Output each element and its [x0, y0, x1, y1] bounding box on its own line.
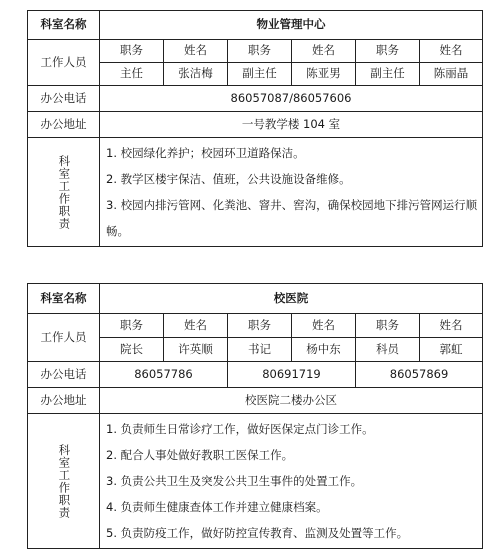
staff-name: 许英顺: [164, 338, 228, 362]
duty-item: 3. 负责公共卫生及突发公共卫生事件的处置工作。: [106, 474, 363, 488]
phone-value: 86057087/86057606: [100, 86, 483, 112]
staff-header-row: [28, 314, 483, 338]
phone-label: 办公电话: [28, 86, 100, 112]
staff-name: 杨中东: [292, 338, 356, 362]
staff-name: 郭虹: [420, 338, 483, 362]
staff-title: 主任: [100, 63, 164, 86]
dept-name-label: 科室名称: [28, 11, 100, 40]
phone-value: 86057869: [356, 362, 483, 388]
duty-item: 5. 负责防疫工作，做好防控宣传教育、监测及处置等工作。: [106, 526, 409, 540]
header-row: [28, 11, 483, 40]
duties-label: 科室工作职责: [57, 443, 72, 519]
address-row: [28, 388, 483, 414]
address-label: 办公地址: [28, 112, 100, 138]
col-header-title: 职务: [356, 40, 420, 63]
phone-row: [28, 362, 483, 388]
dept-name-label: 科室名称: [28, 284, 100, 314]
department-table-clinic: [27, 283, 483, 549]
col-header-name: 姓名: [164, 40, 228, 63]
duties-row: [28, 138, 483, 247]
staff-name: 张洁梅: [164, 63, 228, 86]
header-row: [28, 284, 483, 314]
staff-name: 陈亚男: [292, 63, 356, 86]
phone-value: 86057786: [100, 362, 228, 388]
col-header-title: 职务: [228, 40, 292, 63]
phone-value: 80691719: [228, 362, 356, 388]
phone-label: 办公电话: [28, 362, 100, 388]
address-row: [28, 112, 483, 138]
duties-row: [28, 414, 483, 549]
address-value: 校医院二楼办公区: [100, 388, 483, 414]
staff-label: 工作人员: [28, 40, 100, 86]
dept-name: 物业管理中心: [100, 11, 483, 40]
duty-item: 3. 校园内排污管网、化粪池、窨井、窖沟，确保校园地下排污管网运行顺畅。: [106, 198, 478, 238]
staff-title: 副主任: [356, 63, 420, 86]
col-header-title: 职务: [100, 40, 164, 63]
col-header-name: 姓名: [292, 40, 356, 63]
duty-item: 2. 教学区楼宇保洁、值班，公共设施设备维修。: [106, 172, 351, 186]
duties-list: [100, 138, 483, 247]
col-header-name: 姓名: [292, 314, 356, 338]
col-header-name: 姓名: [420, 40, 483, 63]
staff-title: 院长: [100, 338, 164, 362]
duty-item: 1. 校园绿化养护；校园环卫道路保洁。: [106, 146, 305, 160]
dept-name: 校医院: [100, 284, 483, 314]
duties-label-cell: [28, 138, 100, 247]
col-header-title: 职务: [100, 314, 164, 338]
address-value: 一号教学楼 104 室: [100, 112, 483, 138]
staff-name: 陈丽晶: [420, 63, 483, 86]
department-table-property: [27, 10, 483, 247]
phone-row: [28, 86, 483, 112]
staff-header-row: [28, 40, 483, 63]
staff-label: 工作人员: [28, 314, 100, 362]
duty-item: 2. 配合人事处做好教职工医保工作。: [106, 448, 294, 462]
staff-title: 书记: [228, 338, 292, 362]
address-label: 办公地址: [28, 388, 100, 414]
duty-item: 4. 负责师生健康查体工作并建立健康档案。: [106, 500, 328, 514]
duties-label: 科室工作职责: [57, 154, 72, 230]
col-header-title: 职务: [228, 314, 292, 338]
col-header-name: 姓名: [164, 314, 228, 338]
col-header-name: 姓名: [420, 314, 483, 338]
duties-list: [100, 414, 483, 549]
col-header-title: 职务: [356, 314, 420, 338]
duties-label-cell: [28, 414, 100, 549]
staff-title: 副主任: [228, 63, 292, 86]
duty-item: 1. 负责师生日常诊疗工作，做好医保定点门诊工作。: [106, 422, 374, 436]
staff-title: 科员: [356, 338, 420, 362]
